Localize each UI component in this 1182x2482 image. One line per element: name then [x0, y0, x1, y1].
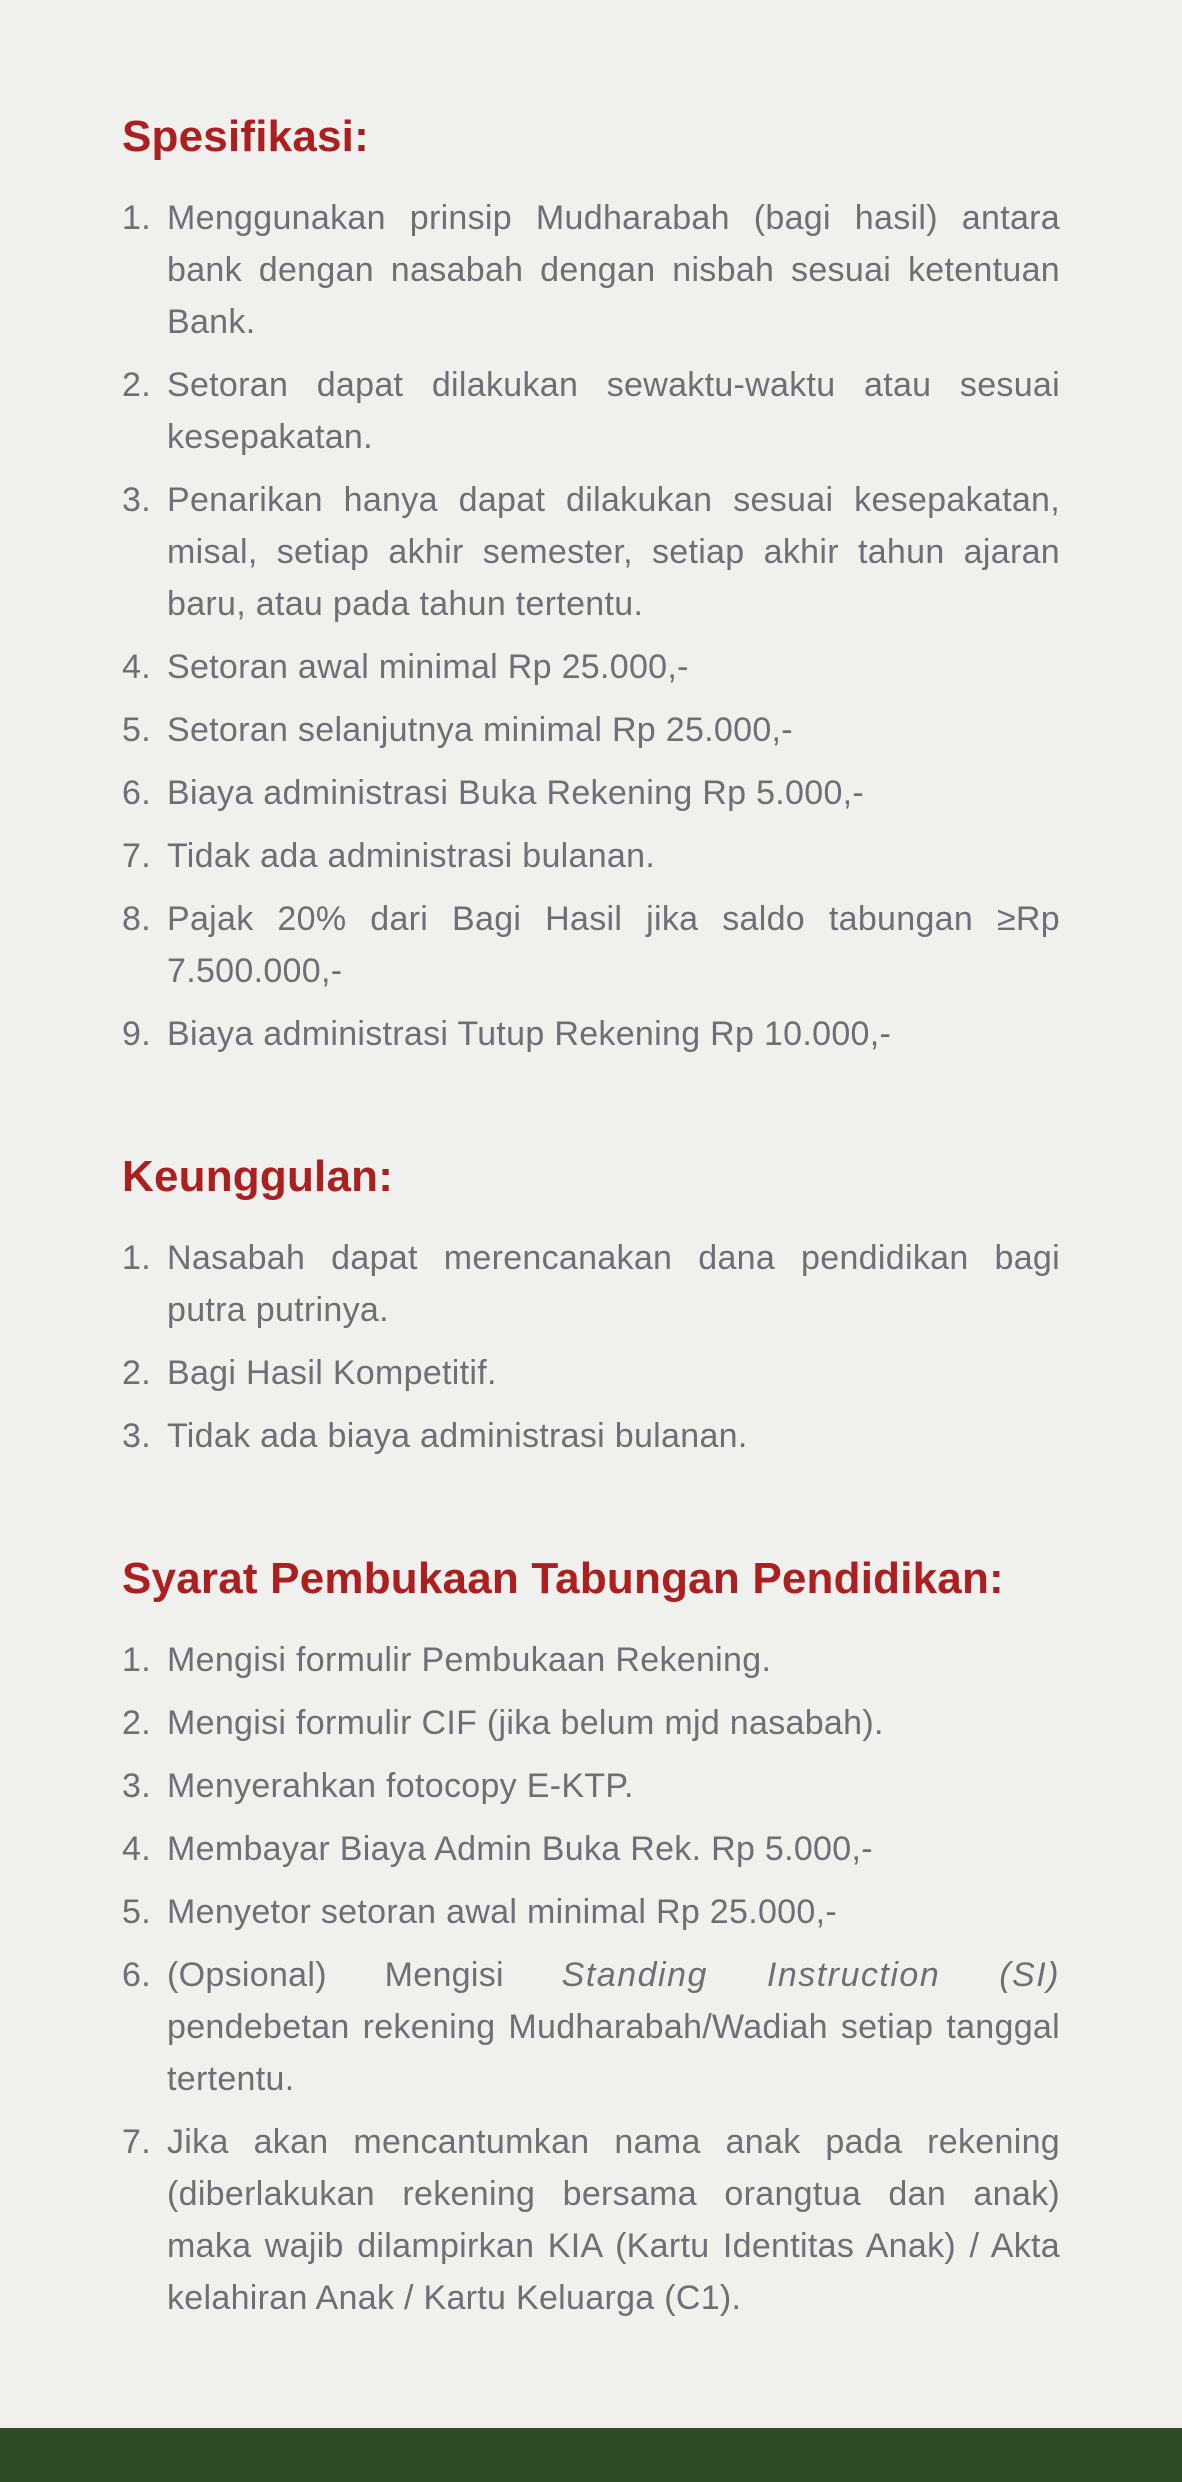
item-text: Menggunakan prinsip Mudharabah (bagi hasil) antara bank dengan nasabah dengan nisbah sesuai ketentuan Bank.: [167, 199, 1060, 341]
spesifikasi-list: [122, 192, 1060, 1060]
item-number: 6.: [122, 774, 151, 812]
item-number: 1.: [122, 1239, 151, 1277]
item-text: Tidak ada biaya administrasi bulanan.: [167, 1417, 748, 1455]
list-item: [122, 1886, 1060, 1938]
list-item: [122, 1410, 1060, 1462]
item-text: Penarikan hanya dapat dilakukan sesuai kesepakatan, misal, setiap akhir semester, setiap akhir tahun ajaran baru, atau pada tahun tertentu.: [167, 481, 1060, 623]
item-text: Jika akan mencantumkan nama anak pada rekening (diberlakukan rekening bersama orangtua dan anak) maka wajib dilampirkan KIA (Kartu Identitas Anak) / Akta kelahiran Anak / Kartu Keluarga (C1).: [167, 2123, 1060, 2317]
item-text: Biaya administrasi Buka Rekening Rp 5.000,-: [167, 774, 865, 812]
item-text: Pajak 20% dari Bagi Hasil jika saldo tabungan ≥Rp 7.500.000,-: [167, 900, 1060, 990]
item-number: 4.: [122, 1830, 151, 1868]
item-text-pre: (Opsional) Mengisi: [167, 1956, 562, 1994]
item-number: 7.: [122, 2123, 151, 2161]
item-text: Mengisi formulir Pembukaan Rekening.: [167, 1641, 772, 1679]
list-item: [122, 704, 1060, 756]
item-text-italic: Standing Instruction (SI): [561, 1956, 1060, 1994]
item-number: 2.: [122, 1704, 151, 1742]
item-number: 3.: [122, 481, 151, 519]
list-item: [122, 1008, 1060, 1060]
list-item: [122, 192, 1060, 348]
item-text: Membayar Biaya Admin Buka Rek. Rp 5.000,-: [167, 1830, 873, 1868]
list-item: [122, 1634, 1060, 1686]
footer-green-bar: [0, 2428, 1182, 2482]
list-item: [122, 2116, 1060, 2324]
item-number: 9.: [122, 1015, 151, 1053]
section-heading-syarat-pembukaan: Syarat Pembukaan Tabungan Pendidikan:: [122, 1554, 1004, 1603]
item-number: 5.: [122, 1893, 151, 1931]
flyer-content: [122, 112, 1060, 2335]
list-item: [122, 830, 1060, 882]
item-number: 1.: [122, 1641, 151, 1679]
list-item: [122, 474, 1060, 630]
item-text: Biaya administrasi Tutup Rekening Rp 10.000,-: [167, 1015, 892, 1053]
section-spesifikasi: [122, 112, 1060, 1060]
item-text: Menyerahkan fotocopy E-KTP.: [167, 1767, 634, 1805]
list-item: [122, 1823, 1060, 1875]
list-item: [122, 359, 1060, 463]
item-number: 1.: [122, 199, 151, 237]
item-text-post: pendebetan rekening Mudharabah/Wadiah setiap tanggal tertentu.: [167, 2008, 1060, 2098]
item-text: Menyetor setoran awal minimal Rp 25.000,-: [167, 1893, 837, 1931]
list-item: [122, 1697, 1060, 1749]
item-text: Bagi Hasil Kompetitif.: [167, 1354, 497, 1392]
item-number: 2.: [122, 1354, 151, 1392]
list-item: [122, 1347, 1060, 1399]
item-text: [167, 1949, 1060, 2105]
item-number: 3.: [122, 1417, 151, 1455]
item-text: Tidak ada administrasi bulanan.: [167, 837, 656, 875]
item-text: Setoran selanjutnya minimal Rp 25.000,-: [167, 711, 793, 749]
section-heading-keunggulan: Keunggulan:: [122, 1152, 394, 1201]
list-item: [122, 641, 1060, 693]
section-syarat-pembukaan: [122, 1554, 1060, 2324]
list-item: [122, 1760, 1060, 1812]
item-number: 4.: [122, 648, 151, 686]
section-keunggulan: [122, 1152, 1060, 1462]
item-text: Setoran dapat dilakukan sewaktu-waktu atau sesuai kesepakatan.: [167, 366, 1060, 456]
list-item: [122, 1949, 1060, 2105]
item-number: 5.: [122, 711, 151, 749]
section-heading-spesifikasi: Spesifikasi:: [122, 112, 369, 161]
item-text: Setoran awal minimal Rp 25.000,-: [167, 648, 689, 686]
keunggulan-list: [122, 1232, 1060, 1462]
item-number: 8.: [122, 900, 151, 938]
item-text: Mengisi formulir CIF (jika belum mjd nasabah).: [167, 1704, 884, 1742]
list-item: [122, 893, 1060, 997]
item-number: 2.: [122, 366, 151, 404]
list-item: [122, 1232, 1060, 1336]
item-number: 6.: [122, 1956, 151, 1994]
syarat-list: [122, 1634, 1060, 2324]
item-text: Nasabah dapat merencanakan dana pendidikan bagi putra putrinya.: [167, 1239, 1060, 1329]
list-item: [122, 767, 1060, 819]
item-number: 3.: [122, 1767, 151, 1805]
item-number: 7.: [122, 837, 151, 875]
